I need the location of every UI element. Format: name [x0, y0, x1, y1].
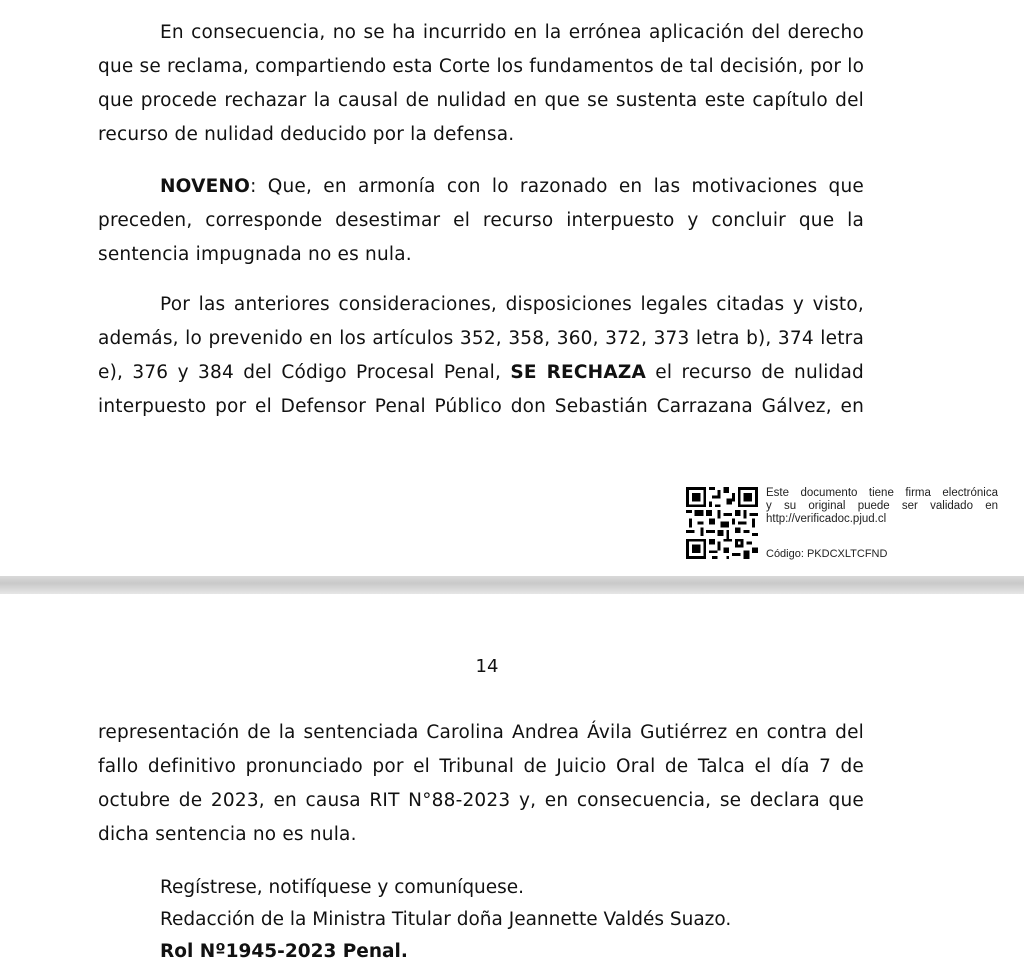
text-fragment: : Que, en armonía con lo razonado en las motivaciones que — [250, 176, 864, 197]
text-line: recurso de nulidad deducido por la defensa. — [98, 124, 515, 145]
closing-redaccion: Redacción de la Ministra Titular doña Jeannette Valdés Suazo. — [160, 909, 732, 930]
stamp-line: y su original puede ser validado en — [766, 500, 998, 512]
noveno-heading: NOVENO — [160, 176, 251, 197]
text-fragment: el recurso de nulidad — [646, 362, 864, 383]
verification-code: Código: PKDCXLTCFND — [766, 548, 888, 560]
qr-code-icon — [686, 487, 758, 559]
paragraph-consecuencia — [98, 16, 864, 152]
se-rechaza-emphasis: SE RECHAZA — [510, 362, 646, 383]
paragraph-continuation — [98, 716, 864, 852]
page-separator — [0, 576, 1024, 594]
text-line: octubre de 2023, en causa RIT N°88-2023 y, en consecuencia, se declara que — [98, 790, 864, 811]
paragraph-noveno — [98, 170, 864, 272]
text-line: fallo definitivo pronunciado por el Tribunal de Juicio Oral de Talca el día 7 de — [98, 756, 864, 777]
text-line — [98, 170, 864, 204]
case-rol: Rol Nº1945-2023 Penal. — [160, 941, 408, 962]
text-line: Por las anteriores consideraciones, disposiciones legales citadas y visto, — [160, 294, 864, 315]
stamp-line: Este documento tiene firma electrónica — [766, 487, 998, 499]
text-line: En consecuencia, no se ha incurrido en la errónea aplicación del derecho — [160, 22, 864, 43]
text-line: preceden, corresponde desestimar el recurso interpuesto y concluir que la — [98, 210, 864, 231]
text-line — [98, 356, 864, 390]
text-line: que procede rechazar la causal de nulidad en que se sustenta este capítulo del — [98, 90, 864, 111]
text-fragment: e), 376 y 384 del Código Procesal Penal, — [98, 362, 511, 383]
electronic-signature-stamp — [686, 487, 1016, 565]
closing-registrese: Regístrese, notifíquese y comuníquese. — [160, 877, 525, 898]
text-line: representación de la sentenciada Carolina Andrea Ávila Gutiérrez en contra del — [98, 722, 864, 743]
page-number: 14 — [475, 656, 499, 677]
stamp-text — [766, 487, 998, 526]
paragraph-resolutivo — [98, 288, 864, 424]
text-line: interpuesto por el Defensor Penal Público don Sebastián Carrazana Gálvez, en — [98, 396, 864, 417]
text-line: sentencia impugnada no es nula. — [98, 244, 412, 265]
text-line: además, lo prevenido en los artículos 352, 358, 360, 372, 373 letra b), 374 letra — [98, 328, 864, 349]
verification-link[interactable]: http://verificadoc.pjud.cl — [766, 513, 887, 525]
text-line: que se reclama, compartiendo esta Corte los fundamentos de tal decisión, por lo — [98, 56, 865, 77]
text-line: dicha sentencia no es nula. — [98, 824, 357, 845]
